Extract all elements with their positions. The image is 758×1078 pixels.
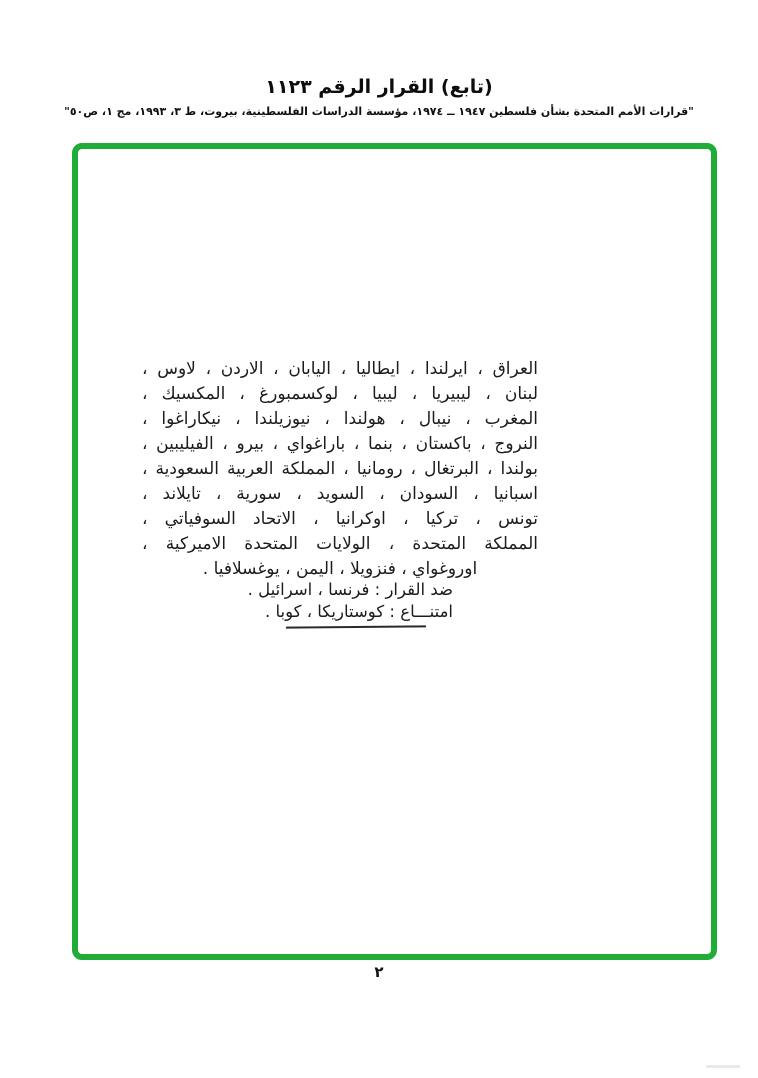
abstain-votes-line: امتنـــاع : كوستاريكا ، كوبا .	[264, 602, 453, 621]
against-votes-line: ضد القرار : فرنسا ، اسرائيل .	[247, 580, 453, 599]
vote-results-block	[248, 579, 453, 628]
abstain-underline-divider	[286, 625, 426, 628]
page-number: ٢	[374, 963, 384, 981]
country-list-line: بولندا ، البرتغال ، رومانيا ، المملكة العربية السعودية ،	[142, 459, 538, 479]
green-border-frame	[72, 143, 717, 960]
country-list-line: العراق ، ايرلندا ، ايطاليا ، اليابان ، الاردن ، لاوس ،	[142, 359, 538, 379]
country-list-line: تونس ، تركيا ، اوكرانيا ، الاتحاد السوفياتي ،	[142, 509, 538, 529]
country-list-line: المملكة المتحدة ، الولايات المتحدة الاميركية ،	[142, 534, 538, 554]
document-title: (تابع) القرار الرقم ١١٢٣	[265, 76, 493, 98]
voting-countries-list	[142, 357, 538, 582]
country-list-line: اسبانيا ، السودان ، السويد ، سورية ، تايلاند ،	[142, 484, 538, 504]
country-list-line: لبنان ، ليبيريا ، ليبيا ، لوكسمبورغ ، المكسيك ،	[142, 384, 538, 404]
country-list-line: المغرب ، نيبال ، هولندا ، نيوزيلندا ، نيكاراغوا ،	[142, 409, 538, 429]
source-citation-line: "قرارات الأمم المتحدة بشأن فلسطين ١٩٤٧ ــ ١٩٧٤، مؤسسة الدراسات الفلسطينية، بيروت، ط ٣، ١٩٩٣، مج ١، ص٥٠"	[64, 105, 694, 118]
country-list-line: النروج ، باكستان ، بنما ، باراغواي ، بيرو ، الفيليبين ،	[142, 434, 538, 454]
country-list-line: اوروغواي ، فنزويلا ، اليمن ، يوغسلافيا .	[202, 559, 478, 579]
scan-noise-artifact	[706, 1065, 740, 1068]
